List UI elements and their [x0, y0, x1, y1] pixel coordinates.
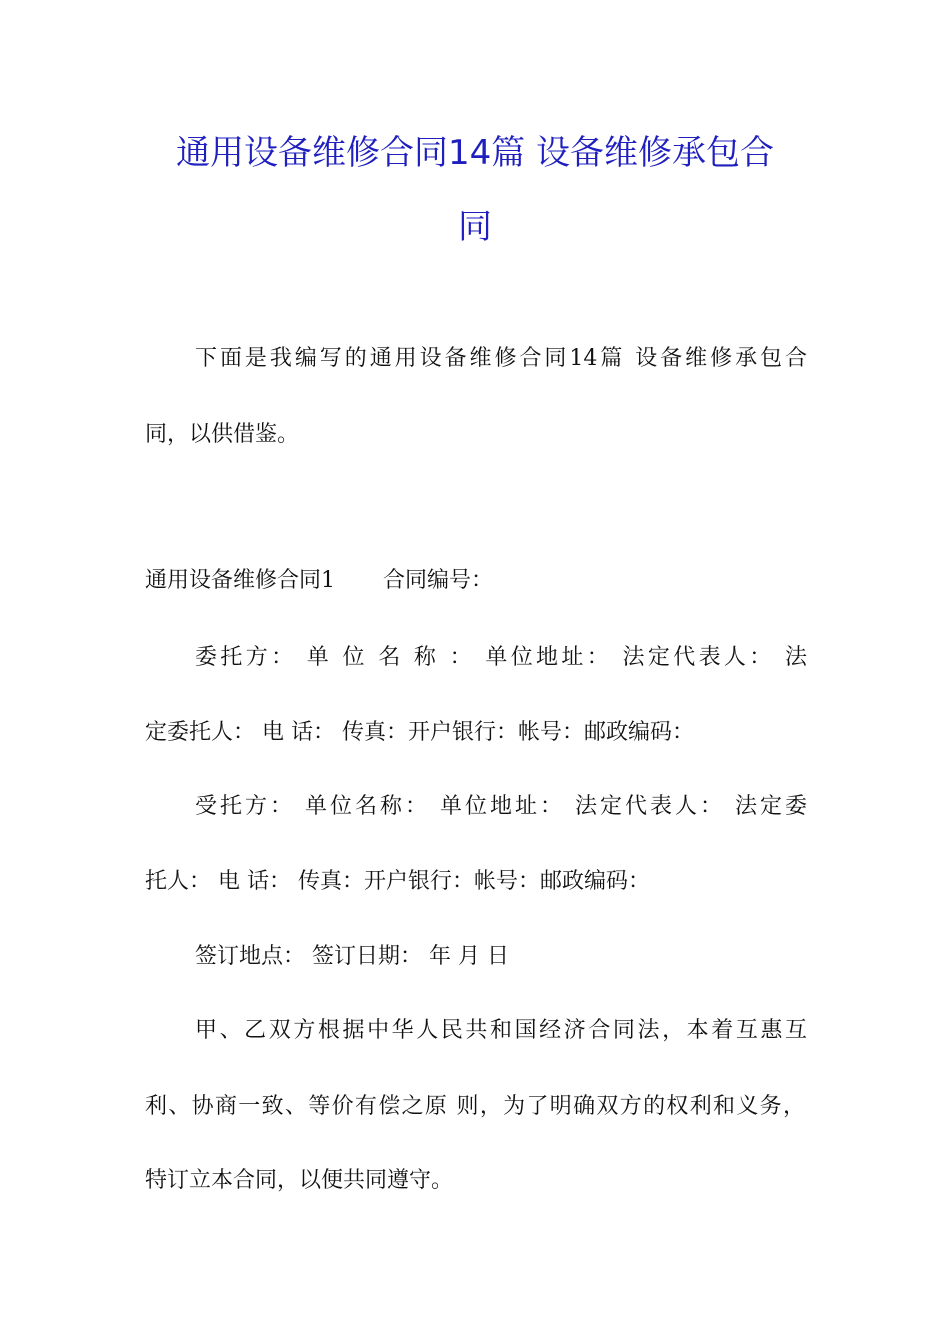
- body-paragraph-line-2: 利、协商一致、等价有偿之原 则，为了明确双方的权利和义务，: [145, 1094, 805, 1119]
- document-title-line-2: 同: [458, 207, 492, 247]
- intro-paragraph-line-1: 下面是我编写的通用设备维修合同14篇 设备维修承包合: [195, 346, 807, 371]
- document-title-line-1: 通用设备维修合同14篇 设备维修承包合: [175, 133, 775, 173]
- contractor-info-line-1: 受托方： 单位名称： 单位地址： 法定代表人： 法定委: [195, 794, 807, 819]
- intro-paragraph-line-2: 同，以供借鉴。: [145, 422, 300, 447]
- contract-heading: [145, 566, 493, 596]
- contract-heading-title: 通用设备维修合同1: [145, 568, 335, 593]
- client-info-line-1: 委托方： 单 位 名 称 ： 单位地址： 法定代表人： 法: [195, 645, 807, 670]
- client-info-line-2: 定委托人： 电 话： 传真：开户银行：帐号：邮政编码：: [145, 720, 694, 745]
- contract-number-label: 合同编号：: [383, 568, 494, 593]
- body-paragraph-line-3: 特订立本合同，以便共同遵守。: [145, 1168, 454, 1193]
- body-paragraph-line-1: 甲、乙双方根据中华人民共和国经济合同法，本着互惠互: [195, 1018, 807, 1043]
- signing-place-date: 签订地点： 签订日期： 年 月 日: [195, 944, 509, 969]
- contractor-info-line-2: 托人： 电 话： 传真：开户银行：帐号：邮政编码：: [145, 869, 650, 894]
